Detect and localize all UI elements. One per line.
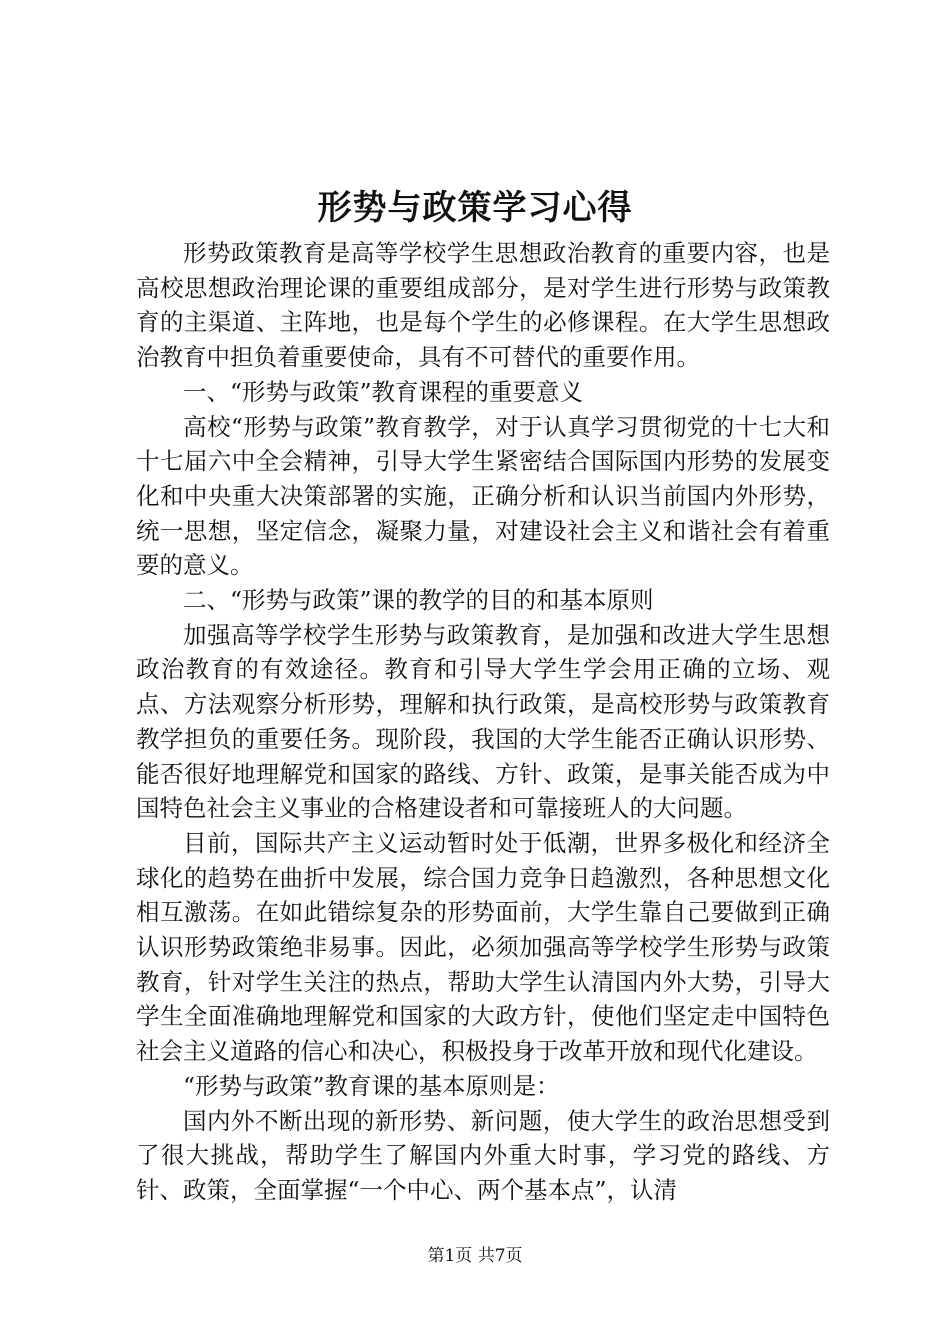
paragraph: 国内外不断出现的新形势、新问题，使大学生的政治思想受到了很大挑战，帮助学生了解国内外重大时事，学习党的路线、方针、政策，全面掌握“一个中心、两个基本点”，认清 [136, 1106, 830, 1204]
section-heading: “形势与政策”教育课的基本原则是： [183, 1071, 560, 1100]
paragraph: 加强高等学校学生形势与政策教育，是加强和改进大学生思想政治教育的有效途径。教育和引导大学生学会用正确的立场、观点、方法观察分析形势，理解和执行政策，是高校形势与政策教育教学担负的重要任务。现阶段，我国的大学生能否正确认识形势、能否很好地理解党和国家的路线、方针、政策，是事关能否成为中国特色社会主义事业的合格建设者和可靠接班人的大问题。 [136, 620, 830, 823]
paragraph: 目前，国际共产主义运动暂时处于低潮，世界多极化和经济全球化的趋势在曲折中发展，综合国力竞争日趋激烈，各种思想文化相互激荡。在如此错综复杂的形势面前，大学生靠自己要做到正确认识形势政策绝非易事。因此，必须加强高等学校学生形势与政策教育，针对学生关注的热点，帮助大学生认清国内外大势，引导大学生全面准确地理解党和国家的大政方针，使他们坚定走中国特色社会主义道路的信心和决心，积极投身于改革开放和现代化建设。 [136, 828, 830, 1066]
document-title: 形势与政策学习心得 [317, 188, 633, 228]
paragraph: 高校“形势与政策”教育教学，对于认真学习贯彻党的十七大和十七届六中全会精神，引导大学生紧密结合国际国内形势的发展变化和中央重大决策部署的实施，正确分析和认识当前国内外形势，统一思想，坚定信念，凝聚力量，对建设社会主义和谐社会有着重要的意义。 [136, 412, 830, 580]
section-heading: 二、“形势与政策”课的教学的目的和基本原则 [183, 586, 654, 615]
page-footer: 第1页 共7页 [427, 1246, 523, 1266]
paragraph: 形势政策教育是高等学校学生思想政治教育的重要内容，也是高校思想政治理论课的重要组成部分，是对学生进行形势与政策教育的主渠道、主阵地，也是每个学生的必修课程。在大学生思想政治教育中担负着重要使命，具有不可替代的重要作用。 [136, 239, 830, 372]
document-body [136, 236, 830, 1208]
section-heading: 一、“形势与政策”教育课程的重要意义 [183, 377, 584, 406]
